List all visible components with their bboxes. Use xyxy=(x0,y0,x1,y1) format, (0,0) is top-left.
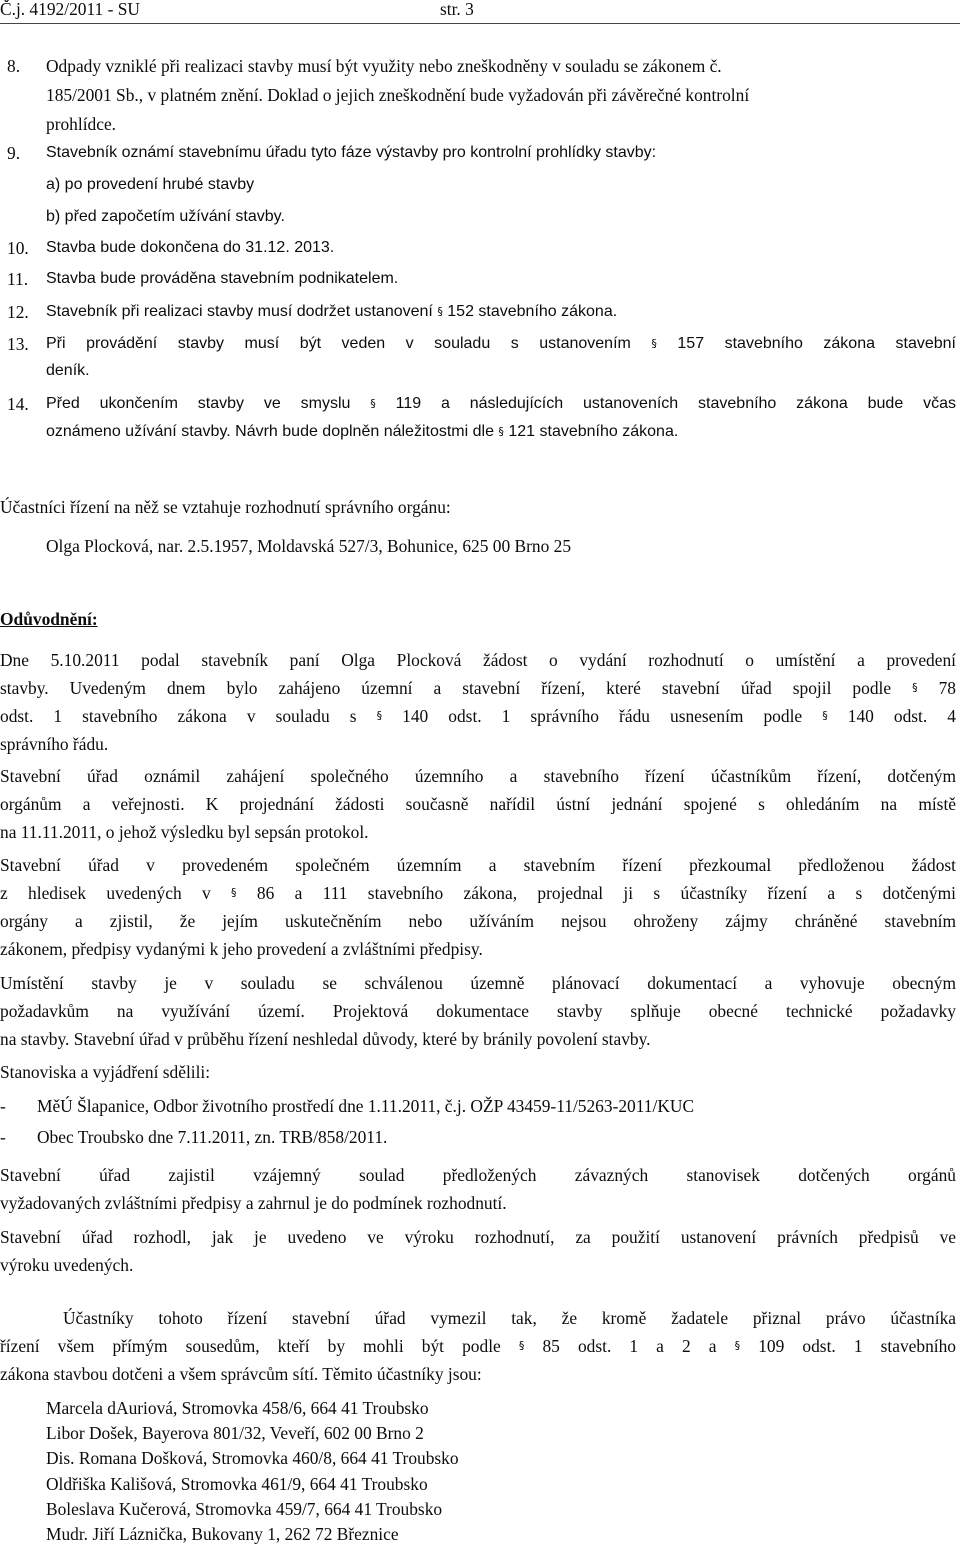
item-14-text-start: Před ukončením stavby ve smyslu xyxy=(46,395,351,412)
reasoning-paragraph-3: orgány a zjistil, že jejím uskutečněním nebo užíváním nejsou ohroženy zájmy chráněné stavebním xyxy=(0,911,956,931)
reasoning-paragraph-2: Stavební úřad oznámil zahájení společného územního a stavebního řízení účastníkům řízení, dotčeným xyxy=(0,766,956,786)
reasoning-paragraph-1 xyxy=(0,677,956,699)
item-13-text-start: Při provádění stavby musí být veden v souladu s ustanovením xyxy=(46,335,631,352)
neighbour-entry: Libor Došek, Bayerova 801/32, Veveří, 602 00 Brno 2 xyxy=(46,1423,424,1443)
text-span: 109 odst. 1 stavebního xyxy=(758,1336,956,1356)
item-8-text: 185/2001 Sb., v platném znění. Doklad o jejich zneškodnění bude vyžadován při závěrečné kontrolní xyxy=(46,85,750,105)
item-9-number: 9. xyxy=(7,143,21,163)
reasoning-paragraph-8 xyxy=(0,1335,956,1357)
text-span: 78 xyxy=(938,678,956,698)
opinion-dash: - xyxy=(0,1096,6,1116)
item-9-text: Stavebník oznámí stavebnímu úřadu tyto fáze výstavby pro kontrolní prohlídky stavby: xyxy=(46,144,657,161)
item-13-text xyxy=(46,333,956,355)
item-14-number: 14. xyxy=(7,394,29,414)
neighbour-entry: Oldřiška Kališová, Stromovka 461/9, 664 41 Troubsko xyxy=(46,1474,428,1494)
text-span: 140 odst. 4 xyxy=(847,706,956,726)
neighbour-entry: Marcela dAuriová, Stromovka 458/6, 664 41 Troubsko xyxy=(46,1398,429,1418)
reasoning-paragraph-1: Dne 5.10.2011 podal stavebník paní Olga Plocková žádost o vydání rozhodnutí o umístění a provedení xyxy=(0,650,956,670)
item-13-number: 13. xyxy=(7,334,29,354)
item-10-number: 10. xyxy=(7,238,29,258)
item-14-text xyxy=(46,393,956,415)
item-12-text xyxy=(46,301,617,323)
item-14-text-line2-start: oznámeno užívání stavby. Návrh bude doplněn náležitostmi dle xyxy=(46,423,494,440)
text-span: odst. 1 stavebního zákona v souladu s xyxy=(0,706,357,726)
reasoning-paragraph-3 xyxy=(0,882,956,904)
neighbour-entry: Dis. Romana Došková, Stromovka 460/8, 664 41 Troubsko xyxy=(46,1448,459,1468)
section-sign: § xyxy=(651,337,657,350)
item-12-text-start: Stavebník při realizaci stavby musí dodržet ustanovení xyxy=(46,303,433,320)
reasoning-paragraph-3: Stavební úřad v provedeném společném územním a stavebním řízení přezkoumal předloženou žádost xyxy=(0,855,956,875)
reasoning-paragraph-2: na 11.11.2011, o jehož výsledku byl sepsán protokol. xyxy=(0,822,369,842)
item-9-sub-a: a) po provedení hrubé stavby xyxy=(46,176,255,193)
reasoning-paragraph-2: orgánům a veřejnosti. K projednání žádosti současně nařídil ústní jednání spojené s ohledáním na místě xyxy=(0,794,956,814)
reasoning-paragraph-4: požadavkům na využívání území. Projektová dokumentace stavby splňuje obecné technické požadavky xyxy=(0,1001,956,1021)
header-page-number: str. 3 xyxy=(440,0,474,19)
reasoning-paragraph-4: na stavby. Stavební úřad v průběhu řízení neshledal důvody, které by bránily povolení stavby. xyxy=(0,1029,651,1049)
header-reference: Č.j. 4192/2011 - SU xyxy=(0,0,140,19)
text-span: z hledisek uvedených v xyxy=(0,883,211,903)
section-sign: § xyxy=(518,1339,525,1352)
section-sign: § xyxy=(734,1339,741,1352)
section-sign: § xyxy=(912,681,918,694)
reasoning-paragraph-4: Umístění stavby je v souladu se schválenou územně plánovací dokumentací a vyhovuje obecným xyxy=(0,973,956,993)
reasoning-paragraph-8: Účastníky tohoto řízení stavební úřad vymezil tak, že kromě žadatele přiznal právo účastníka xyxy=(63,1308,956,1328)
reasoning-paragraph-8: zákona stavbou dotčeni a všem správcům sítí. Těmito účastníky jsou: xyxy=(0,1364,482,1384)
section-sign: § xyxy=(231,886,237,899)
section-sign: § xyxy=(370,397,376,410)
text-span: 85 odst. 1 a 2 a xyxy=(542,1336,717,1356)
item-10-text: Stavba bude dokončena do 31.12. 2013. xyxy=(46,239,335,256)
section-sign: § xyxy=(376,709,383,722)
opinion-dash: - xyxy=(0,1127,6,1147)
reasoning-paragraph-7: výroku uvedených. xyxy=(0,1255,134,1275)
opinion-item: Obec Troubsko dne 7.11.2011, zn. TRB/858/2011. xyxy=(37,1127,388,1147)
header-rule xyxy=(0,23,960,24)
reasoning-paragraph-6: Stavební úřad zajistil vzájemný soulad předložených závazných stanovisek dotčených orgánů xyxy=(0,1165,956,1185)
participant-entry: Olga Plocková, nar. 2.5.1957, Moldavská 527/3, Bohunice, 625 00 Brno 25 xyxy=(46,536,572,556)
section-sign: § xyxy=(437,305,443,318)
reasoning-heading: Odůvodnění: xyxy=(0,609,98,629)
item-14-text-line2-end: 121 stavebního zákona. xyxy=(508,423,679,440)
reasoning-paragraph-1 xyxy=(0,705,956,727)
reasoning-paragraph-1: správního řádu. xyxy=(0,734,109,754)
section-sign: § xyxy=(822,709,828,722)
item-8-number: 8. xyxy=(7,56,21,76)
item-8-text: Odpady vzniklé při realizaci stavby musí být využity nebo zneškodněny v souladu se zákonem č. xyxy=(46,56,722,76)
text-span: 86 a 111 stavebního zákona, projednal ji s účastníky řízení a s dotčenými xyxy=(256,883,956,903)
opinions-heading: Stanoviska a vyjádření sdělili: xyxy=(0,1062,211,1082)
text-span: stavby. Uvedeným dnem bylo zahájeno územní a stavební řízení, které stavební úřad spojil podle xyxy=(0,678,892,698)
item-13-text: deník. xyxy=(46,362,90,379)
opinion-item: MěÚ Šlapanice, Odbor životního prostředí dne 1.11.2011, č.j. OŽP 43459-11/5263-2011/KUC xyxy=(37,1096,695,1116)
reasoning-paragraph-7: Stavební úřad rozhodl, jak je uvedeno ve výroku rozhodnutí, za použití ustanovení právních předpisů ve xyxy=(0,1227,956,1247)
section-sign: § xyxy=(498,425,504,438)
participants-heading: Účastníci řízení na něž se vztahuje rozhodnutí správního orgánu: xyxy=(0,497,451,517)
text-span: 140 odst. 1 správního řádu usnesením podle xyxy=(402,706,803,726)
item-14-text xyxy=(46,421,678,443)
item-12-number: 12. xyxy=(7,302,29,322)
item-13-text-end: 157 stavebního zákona stavební xyxy=(677,335,956,352)
text-span: řízení všem přímým sousedům, kteří by mohli být podle xyxy=(0,1336,501,1356)
item-11-number: 11. xyxy=(7,269,29,289)
item-11-text: Stavba bude prováděna stavebním podnikatelem. xyxy=(46,270,399,287)
neighbour-entry: Boleslava Kučerová, Stromovka 459/7, 664 41 Troubsko xyxy=(46,1499,443,1519)
item-8-text: prohlídce. xyxy=(46,114,117,134)
item-9-sub-b: b) před započetím užívání stavby. xyxy=(46,208,285,225)
neighbour-entry: Mudr. Jiří Láznička, Bukovany 1, 262 72 Březnice xyxy=(46,1524,399,1544)
item-12-text-end: 152 stavebního zákona. xyxy=(447,303,618,320)
item-14-text-end: 119 a následujících ustanoveních stavebního zákona bude včas xyxy=(395,395,956,412)
reasoning-paragraph-6: vyžadovaných zvláštními předpisy a zahrnul je do podmínek rozhodnutí. xyxy=(0,1193,507,1213)
reasoning-paragraph-3: zákonem, předpisy vydanými k jeho provedení a zvláštními předpisy. xyxy=(0,939,483,959)
